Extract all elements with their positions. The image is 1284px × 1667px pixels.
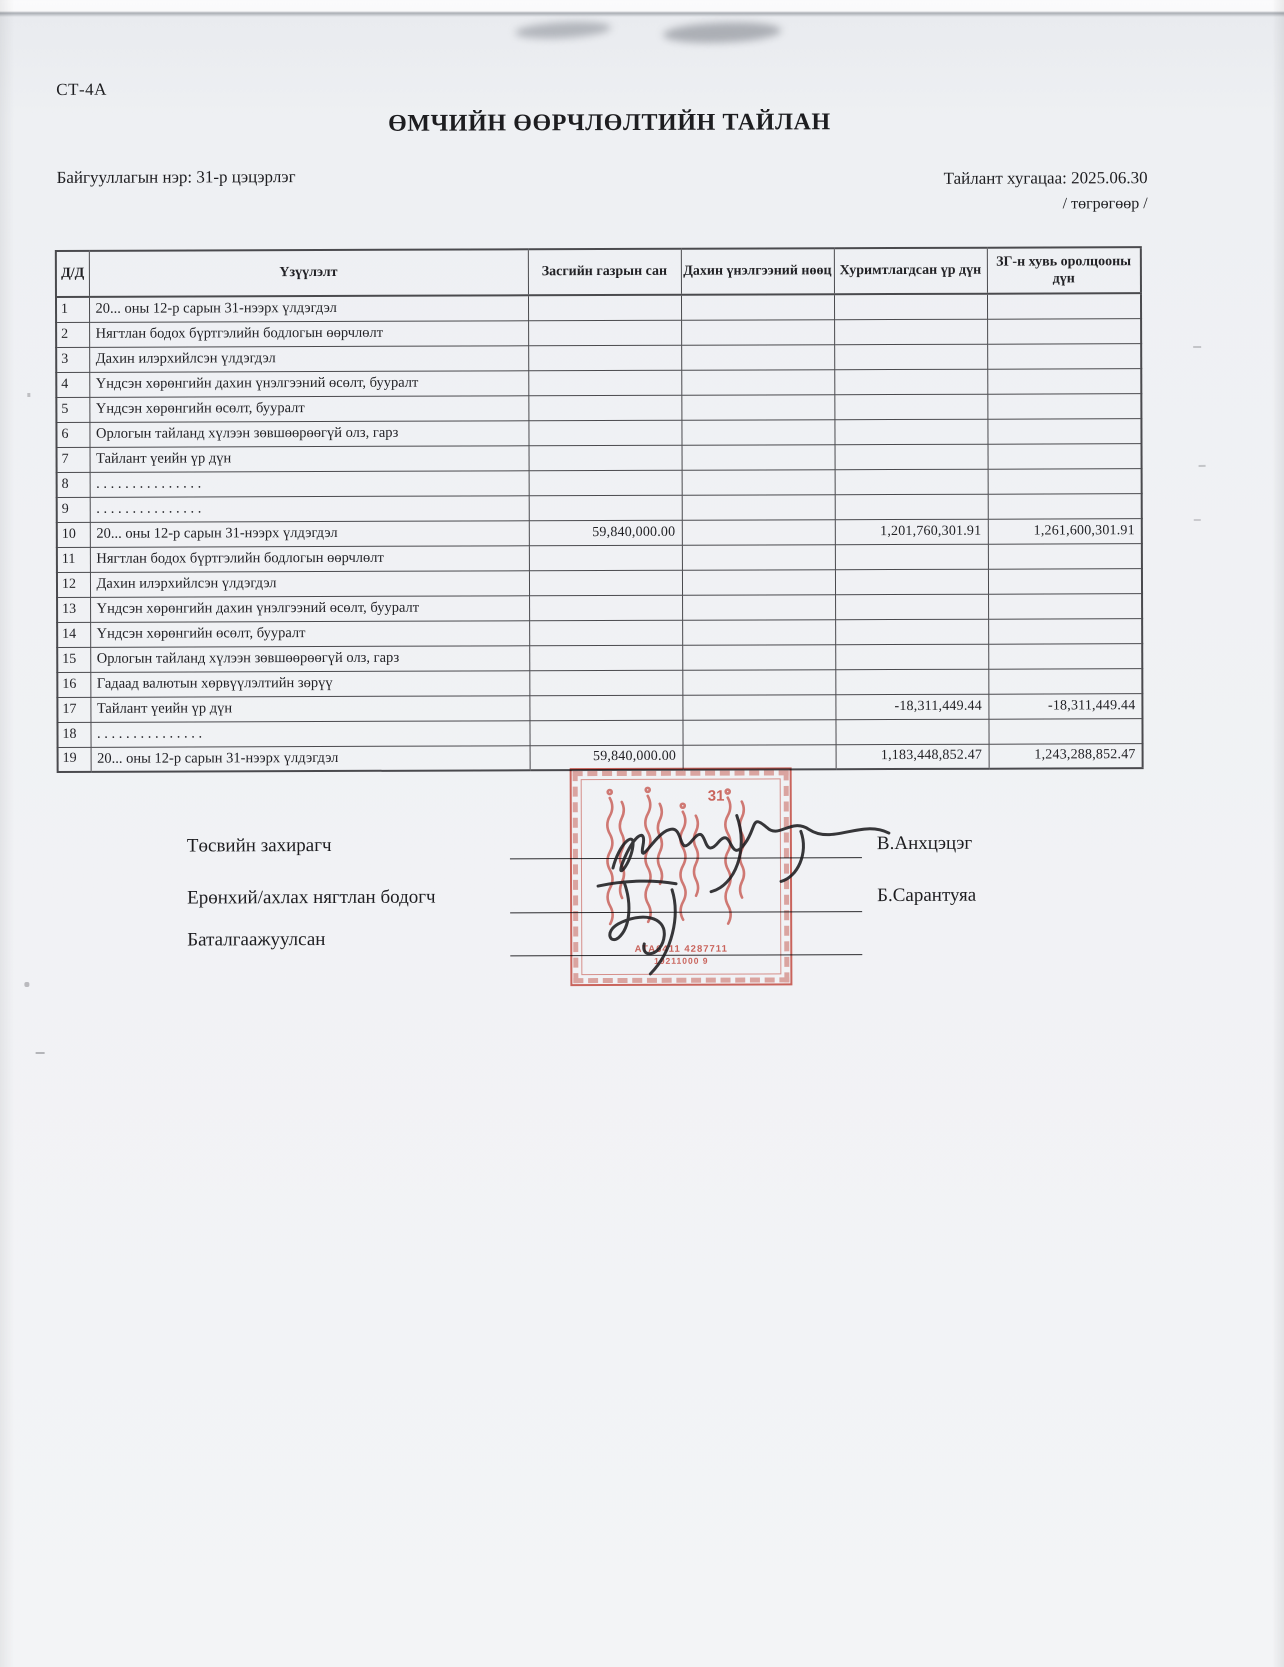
form-code: СТ-4А — [56, 79, 107, 99]
table-row — [56, 393, 1141, 422]
indicator-cell: Гадаад валютын хөрвүүлэлтийн зөрүү — [90, 670, 529, 697]
accum-result-cell — [835, 569, 988, 595]
gov-fund-cell — [528, 395, 681, 421]
report-period: Тайлант хугацаа: 2025.06.30 — [943, 168, 1148, 188]
signature-name: В.Анхцэцэг — [876, 832, 973, 855]
accum-result-cell: -18,311,449.44 — [835, 694, 988, 720]
gov-fund-cell: 59,840,000.00 — [529, 520, 682, 546]
gov-fund-cell — [529, 695, 682, 721]
row-number-cell: 5 — [56, 397, 89, 422]
stamp-number: 31 — [707, 787, 725, 805]
gov-fund-cell: 59,840,000.00 — [530, 745, 683, 771]
row-number-cell: 10 — [57, 522, 90, 547]
gov-share-cell — [988, 593, 1142, 619]
report-table-body — [56, 293, 1143, 772]
gov-share-cell — [987, 318, 1141, 344]
indicator-cell: Үндсэн хөрөнгийн өсөлт, бууралт — [90, 620, 529, 647]
table-row — [57, 568, 1142, 597]
page-title: ӨМЧИЙН ӨӨРЧЛӨЛТИЙН ТАЙЛАН — [387, 109, 831, 137]
scan-speck — [27, 393, 30, 397]
row-number-cell: 12 — [57, 572, 90, 597]
gov-share-cell — [987, 293, 1141, 319]
accum-result-cell — [834, 294, 987, 320]
column-header-gov-share: ЗГ-н хувь оролцооны дүн — [987, 247, 1141, 294]
gov-fund-cell — [529, 495, 682, 521]
reval-reserve-cell — [681, 394, 834, 420]
accum-result-cell — [834, 419, 987, 445]
reval-reserve-cell — [682, 469, 835, 495]
row-number-cell: 15 — [57, 647, 90, 672]
gov-share-cell: -18,311,449.44 — [988, 693, 1142, 719]
table-row — [57, 493, 1142, 522]
gov-share-cell — [987, 393, 1141, 419]
column-header-indicator: Үзүүлэлт — [89, 249, 528, 297]
accum-result-cell — [835, 669, 988, 695]
gov-share-cell — [988, 568, 1142, 594]
reval-reserve-cell — [682, 619, 835, 645]
accum-result-cell — [835, 444, 988, 470]
gov-fund-cell — [528, 420, 681, 446]
column-header-accum-result: Хуримтлагдсан үр дүн — [834, 248, 987, 295]
accum-result-cell — [835, 644, 988, 670]
table-row — [57, 618, 1142, 647]
gov-fund-cell — [528, 295, 681, 321]
indicator-cell: Үндсэн хөрөнгийн дахин үнэлгээний өсөлт, бууралт — [90, 595, 529, 622]
row-number-cell: 18 — [57, 722, 90, 747]
accum-result-cell — [835, 469, 988, 495]
table-row — [57, 718, 1142, 747]
indicator-cell: 20... оны 12-р сарын 31-нээрх үлдэгдэл — [89, 295, 528, 322]
row-number-cell: 8 — [57, 472, 90, 497]
table-row — [56, 293, 1141, 322]
gov-share-cell — [988, 668, 1142, 694]
organization-name: Байгууллагын нэр: 31-р цэцэрлэг — [56, 167, 296, 187]
table-row — [56, 368, 1141, 397]
table-row — [57, 643, 1142, 672]
reval-reserve-cell — [683, 744, 836, 770]
gov-fund-cell — [528, 370, 681, 396]
reval-reserve-cell — [682, 669, 835, 695]
gov-share-cell — [987, 368, 1141, 394]
signature-name: Б.Сарантуяа — [877, 884, 977, 907]
accum-result-cell — [834, 344, 987, 370]
gov-share-cell — [987, 418, 1141, 444]
reval-reserve-cell — [681, 369, 834, 395]
row-number-cell: 16 — [57, 672, 90, 697]
reval-reserve-cell — [682, 644, 835, 670]
accountant-signature-ink — [580, 859, 800, 980]
table-row — [57, 443, 1142, 472]
indicator-cell: Үндсэн хөрөнгийн дахин үнэлгээний өсөлт, бууралт — [89, 370, 528, 397]
indicator-cell: Тайлант үеийн үр дүн — [90, 695, 529, 722]
row-number-cell: 14 — [57, 622, 90, 647]
scan-speck — [36, 1052, 45, 1054]
table-row — [56, 343, 1141, 372]
gov-fund-cell — [529, 470, 682, 496]
indicator-cell: 20... оны 12-р сарын 31-нээрх үлдэгдэл — [90, 520, 529, 547]
gov-share-cell — [988, 618, 1142, 644]
row-number-cell: 3 — [56, 347, 89, 372]
accum-result-cell: 1,201,760,301.91 — [835, 519, 988, 545]
scan-smudge — [663, 20, 782, 45]
indicator-cell: Дахин илэрхийлсэн үлдэгдэл — [89, 345, 528, 372]
gov-fund-cell — [529, 570, 682, 596]
signature-label: Төсвийн захирагч — [186, 834, 332, 857]
accum-result-cell: 1,183,448,852.47 — [836, 744, 989, 770]
reval-reserve-cell — [682, 569, 835, 595]
reval-reserve-cell — [681, 344, 834, 370]
accum-result-cell — [835, 594, 988, 620]
gov-share-cell — [988, 643, 1142, 669]
reval-reserve-cell — [681, 319, 834, 345]
table-header-row — [56, 247, 1141, 297]
indicator-cell: Тайлант үеийн үр дүн — [90, 445, 529, 472]
gov-fund-cell — [529, 620, 682, 646]
gov-fund-cell — [529, 670, 682, 696]
gov-fund-cell — [529, 720, 682, 746]
stamp-registration-line2: 19211000 9 — [654, 955, 709, 966]
gov-fund-cell — [529, 645, 682, 671]
property-change-table — [55, 246, 1144, 773]
indicator-cell: . . . . . . . . . . . . . . . — [90, 495, 529, 522]
accum-result-cell — [835, 494, 988, 520]
gov-fund-cell — [529, 545, 682, 571]
indicator-cell: Үндсэн хөрөнгийн өсөлт, бууралт — [89, 395, 528, 422]
row-number-cell: 1 — [56, 297, 89, 322]
indicator-cell: Орлогын тайланд хүлээн зөвшөөрөөгүй олз, гарз — [90, 645, 529, 672]
row-number-cell: 2 — [56, 322, 89, 347]
signature-label: Ерөнхий/ахлах нягтлан бодогч — [187, 886, 436, 909]
gov-share-cell — [988, 468, 1142, 494]
table-row — [57, 518, 1142, 547]
table-row — [57, 593, 1142, 622]
stamp-registration-line: АТА6411 4287711 — [634, 943, 728, 955]
reval-reserve-cell — [681, 294, 834, 320]
gov-share-cell — [987, 343, 1141, 369]
currency-note: / төгрөгөөр / — [1062, 195, 1148, 213]
gov-share-cell — [988, 543, 1142, 569]
accum-result-cell — [835, 619, 988, 645]
row-number-cell: 19 — [58, 747, 91, 772]
gov-share-cell: 1,261,600,301.91 — [988, 518, 1142, 544]
table-row — [57, 668, 1142, 697]
scan-smudge — [515, 20, 612, 41]
accum-result-cell — [834, 369, 987, 395]
signature-label: Баталгаажуулсан — [187, 929, 326, 951]
scan-speck — [1199, 465, 1206, 467]
gov-fund-cell — [528, 345, 681, 371]
gov-fund-cell — [529, 445, 682, 471]
reval-reserve-cell — [682, 544, 835, 570]
scan-speck — [24, 982, 29, 987]
accum-result-cell — [834, 394, 987, 420]
indicator-cell: . . . . . . . . . . . . . . . — [90, 720, 529, 747]
row-number-cell: 9 — [57, 497, 90, 522]
scan-speck — [1193, 346, 1201, 348]
indicator-cell: . . . . . . . . . . . . . . . — [90, 470, 529, 497]
column-header-reval-reserve: Дахин үнэлгээний нөөц — [681, 248, 834, 295]
reval-reserve-cell — [682, 719, 835, 745]
accum-result-cell — [835, 719, 988, 745]
indicator-cell: Дахин илэрхийлсэн үлдэгдэл — [90, 570, 529, 597]
row-number-cell: 4 — [56, 372, 89, 397]
indicator-cell: Нягтлан бодох бүртгэлийн бодлогын өөрчлөлт — [90, 545, 529, 572]
row-number-cell: 6 — [56, 422, 89, 447]
gov-fund-cell — [528, 320, 681, 346]
indicator-cell: 20... оны 12-р сарын 31-нээрх үлдэгдэл — [91, 745, 530, 772]
gov-share-cell — [988, 718, 1142, 744]
indicator-cell: Нягтлан бодох бүртгэлийн бодлогын өөрчлөлт — [89, 320, 528, 347]
row-number-cell: 11 — [57, 547, 90, 572]
scan-speck — [1194, 519, 1201, 521]
accum-result-cell — [835, 544, 988, 570]
reval-reserve-cell — [682, 694, 835, 720]
row-number-cell: 13 — [57, 597, 90, 622]
gov-share-cell — [988, 493, 1142, 519]
gov-share-cell — [988, 443, 1142, 469]
table-row — [57, 468, 1142, 497]
table-row — [56, 418, 1141, 447]
reval-reserve-cell — [682, 594, 835, 620]
indicator-cell: Орлогын тайланд хүлээн зөвшөөрөөгүй олз, гарз — [89, 420, 528, 447]
gov-share-cell: 1,243,288,852.47 — [989, 743, 1143, 769]
column-header-gov-fund: Засгийн газрын сан — [528, 249, 681, 296]
gov-fund-cell — [529, 595, 682, 621]
row-number-cell: 17 — [57, 697, 90, 722]
reval-reserve-cell — [682, 519, 835, 545]
reval-reserve-cell — [681, 419, 834, 445]
table-row — [57, 693, 1142, 722]
reval-reserve-cell — [682, 494, 835, 520]
table-row — [56, 318, 1141, 347]
reval-reserve-cell — [682, 444, 835, 470]
row-number-cell: 7 — [57, 447, 90, 472]
table-row — [57, 543, 1142, 572]
accum-result-cell — [834, 319, 987, 345]
column-header-no: Д/Д — [56, 251, 89, 297]
